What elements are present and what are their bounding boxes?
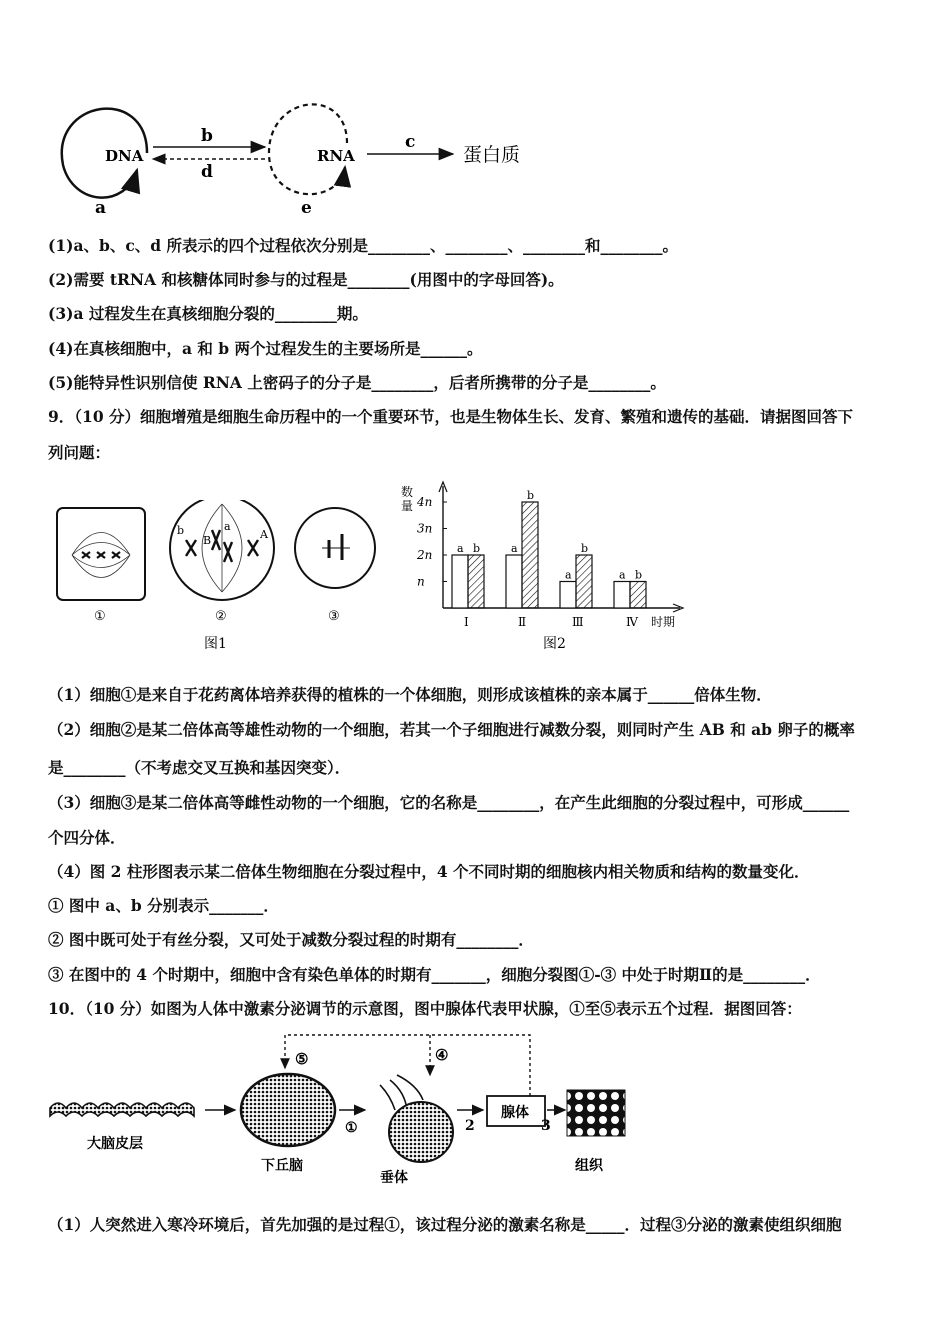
q9-sub-2a: （2）细胞②是某二倍体高等雄性动物的一个细胞，若其一个子细胞进行减数分裂，则同时产生 AB 和 ab 卵子的概率 bbox=[48, 720, 855, 739]
label-a: a bbox=[95, 198, 107, 218]
figure-2-bar-chart bbox=[395, 478, 695, 658]
label-c: c bbox=[405, 132, 416, 152]
q9-sub-2b: 是________（不考虑交叉互换和基因突变）． bbox=[48, 758, 351, 777]
y-tick-label-2: 2n bbox=[417, 548, 433, 562]
gland-label: 腺体 bbox=[501, 1105, 529, 1121]
bar-b-1 bbox=[468, 555, 484, 608]
cell-2-label: ② bbox=[215, 609, 227, 624]
process-3-label: 3 bbox=[541, 1118, 551, 1134]
hormone-regulation-figure bbox=[45, 1030, 645, 1195]
bar-label-a-4: a bbox=[619, 568, 626, 582]
bar-b-2 bbox=[522, 502, 538, 608]
process-1-label: ① bbox=[345, 1120, 358, 1136]
q9-sub-3a: （3）细胞③是某二倍体高等雌性动物的一个细胞，它的名称是________，在产生此细胞的分裂过程中，可形成______ bbox=[48, 793, 850, 812]
rna-label: RNA bbox=[317, 147, 355, 165]
process-2-label: 2 bbox=[465, 1118, 475, 1134]
bar-label-b-2: b bbox=[527, 489, 535, 502]
label-b: b bbox=[201, 126, 213, 146]
q9-sub-4-2: ② 图中既可处于有丝分裂，又可处于减数分裂过程的时期有________． bbox=[48, 930, 534, 949]
cell-2-letter-B: B bbox=[203, 534, 212, 547]
q9-sub-4: （4）图 2 柱形图表示某二倍体生物细胞在分裂过程中，4 个不同时期的细胞核内相关物质和结构的数量变化． bbox=[48, 862, 810, 881]
chart-ylabel-2: 量 bbox=[401, 499, 414, 513]
x-tick-label-1: Ⅰ bbox=[464, 615, 469, 629]
cell-3-label: ③ bbox=[328, 609, 340, 624]
tissue-label: 组织 bbox=[575, 1158, 603, 1174]
label-e: e bbox=[301, 198, 312, 218]
q9-sub-4-3: ③ 在图中的 4 个时期中，细胞中含有染色单体的时期有_______，细胞分裂图①-③ 中处于时期Ⅱ的是________． bbox=[48, 965, 821, 984]
bar-a-2 bbox=[506, 555, 522, 608]
hypothalamus-label: 下丘脑 bbox=[261, 1158, 303, 1174]
bar-label-b-4: b bbox=[635, 568, 643, 582]
cell-3 bbox=[295, 508, 375, 624]
process-5-label: ⑤ bbox=[295, 1050, 309, 1068]
fig2-caption: 图2 bbox=[543, 636, 566, 652]
cell-1-label: ① bbox=[94, 609, 106, 624]
q8-line-5: (5)能特异性识别信使 RNA 上密码子的分子是________，后者所携带的分子是________。 bbox=[48, 373, 666, 392]
bar-b-4 bbox=[630, 582, 646, 609]
bar-label-b-3: b bbox=[581, 542, 589, 555]
x-tick-label-4: Ⅳ bbox=[626, 615, 638, 629]
q9-sub-4-1: ① 图中 a、b 分别表示_______． bbox=[48, 896, 279, 915]
pituitary-label: 垂体 bbox=[380, 1170, 408, 1186]
cell-2-letter-A: A bbox=[260, 528, 268, 541]
chart-xlabel: 时期 bbox=[651, 615, 676, 629]
cerebral-cortex-shape bbox=[50, 1103, 194, 1116]
q10-intro: 10．（10 分）如图为人体中激素分泌调节的示意图，图中腺体代表甲状腺，①至⑤表示五个过程．据图回答： bbox=[48, 999, 802, 1018]
q9-intro-line-1: 9．（10 分）细胞增殖是细胞生命历程中的一个重要环节，也是生物体生长、发育、繁殖和遗传的基础．请据图回答下 bbox=[48, 407, 854, 426]
central-dogma-figure bbox=[55, 95, 565, 220]
cell-2-letter-a: a bbox=[224, 520, 231, 533]
process-4-label: ④ bbox=[435, 1046, 449, 1064]
q10-sub-1: （1）人突然进入寒冷环境后，首先加强的是过程①，该过程分泌的激素名称是_____．过程③分泌的激素使组织细胞 bbox=[48, 1215, 842, 1234]
label-d: d bbox=[201, 162, 213, 182]
bar-a-3 bbox=[560, 582, 576, 609]
cell-2-letter-b: b bbox=[177, 524, 185, 537]
dna-label: DNA bbox=[105, 147, 144, 165]
figure-1-cells bbox=[52, 500, 382, 660]
y-tick-label-4: 4n bbox=[417, 495, 433, 509]
q8-line-2: (2)需要 tRNA 和核糖体同时参与的过程是________(用图中的字母回答)。 bbox=[48, 270, 564, 289]
bar-label-b-1: b bbox=[473, 542, 481, 555]
y-tick-label-3: 3n bbox=[417, 521, 433, 536]
cerebral-cortex-label: 大脑皮层 bbox=[87, 1136, 143, 1152]
bar-label-a-3: a bbox=[565, 568, 572, 582]
hypothalamus-shape bbox=[241, 1074, 335, 1146]
bar-b-3 bbox=[576, 555, 592, 608]
q9-intro-line-2: 列问题： bbox=[48, 443, 111, 462]
fig1-caption: 图1 bbox=[204, 636, 227, 652]
bar-a-4 bbox=[614, 582, 630, 609]
tissue-shape bbox=[567, 1090, 625, 1136]
q8-line-4: (4)在真核细胞中，a 和 b 两个过程发生的主要场所是______。 bbox=[48, 339, 483, 358]
pituitary-shape bbox=[389, 1102, 453, 1162]
q8-line-1: (1)a、b、c、d 所表示的四个过程依次分别是________、________、________和________。 bbox=[48, 236, 679, 255]
bar-a-1 bbox=[452, 555, 468, 608]
bar-label-a-1: a bbox=[457, 542, 464, 555]
cell-2 bbox=[170, 500, 274, 624]
y-tick-label-1: n bbox=[417, 574, 425, 589]
q9-sub-3b: 个四分体． bbox=[48, 828, 126, 847]
chart-ylabel-1: 数 bbox=[401, 485, 414, 499]
q8-line-3: (3)a 过程发生在真核细胞分裂的________期。 bbox=[48, 304, 368, 323]
x-tick-label-2: Ⅱ bbox=[518, 615, 527, 629]
protein-label: 蛋白质 bbox=[463, 144, 521, 166]
cell-1 bbox=[57, 508, 145, 624]
bar-label-a-2: a bbox=[511, 542, 518, 555]
x-tick-label-3: Ⅲ bbox=[572, 615, 584, 629]
q9-sub-1: （1）细胞①是来自于花药离体培养获得的植株的一个体细胞，则形成该植株的亲本属于______倍体生物． bbox=[48, 685, 772, 704]
